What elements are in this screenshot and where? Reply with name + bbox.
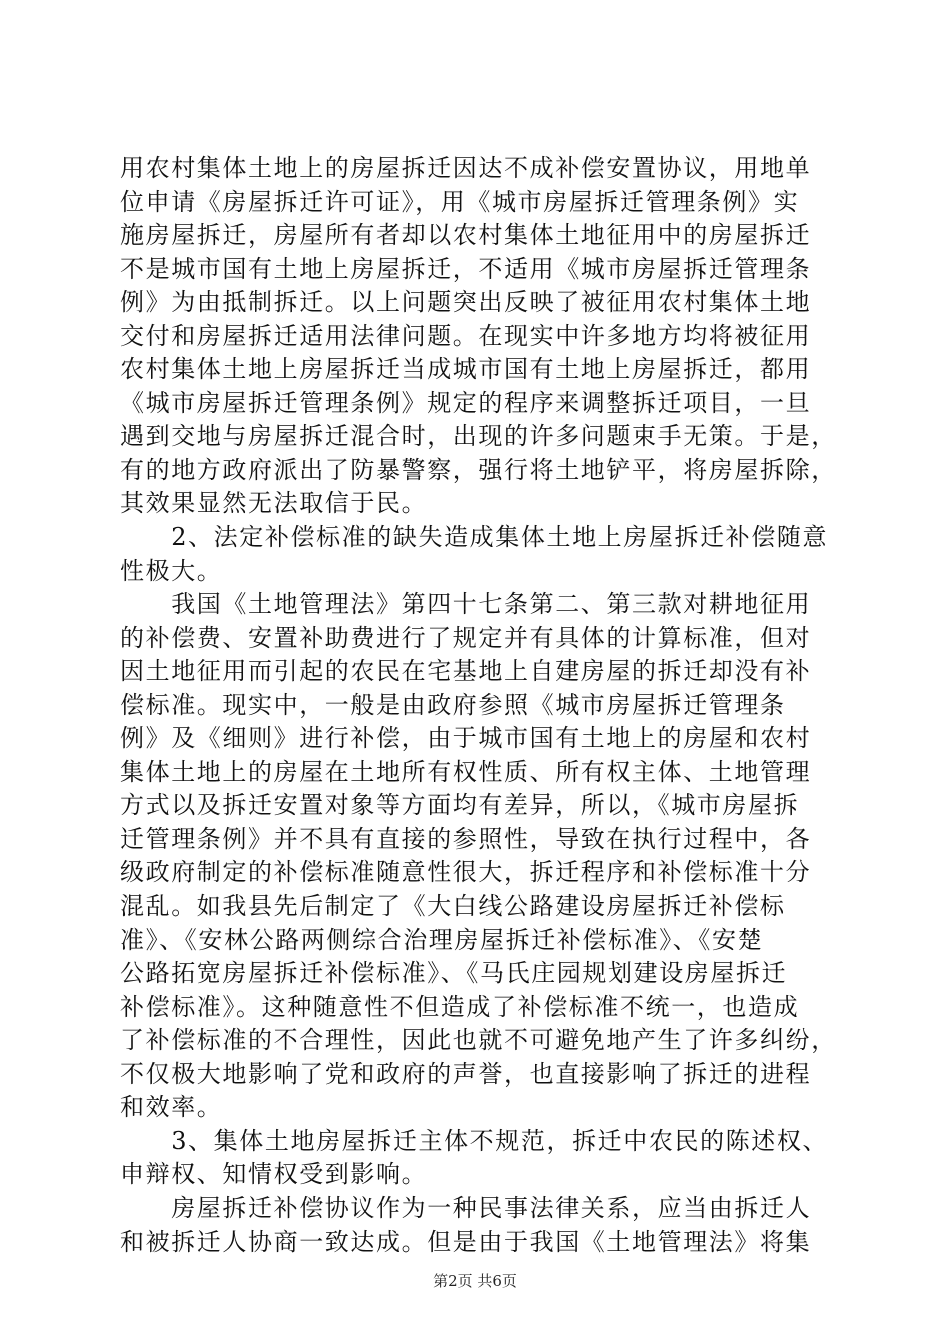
text-line: 不仅极大地影响了党和政府的声誉，也直接影响了拆迁的进程: [120, 1059, 812, 1088]
text-line: 遇到交地与房屋拆迁混合时，出现的许多问题束手无策。于是，: [120, 422, 837, 451]
text-line: 我国《土地管理法》第四十七条第二、第三款对耕地征用: [120, 590, 812, 619]
text-line: 迁管理条例》并不具有直接的参照性，导致在执行过程中，各: [120, 824, 812, 853]
text-line: 和被拆迁人协商一致达成。但是由于我国《土地管理法》将集: [120, 1227, 812, 1256]
text-line: 的补偿费、安置补助费进行了规定并有具体的计算标准，但对: [120, 623, 812, 652]
text-line: 公路拓宽房屋拆迁补偿标准》、《马氏庄园规划建设房屋拆迁: [120, 959, 788, 988]
text-line: 性极大。: [120, 556, 223, 585]
text-line: 申辩权、知情权受到影响。: [120, 1160, 428, 1189]
text-line: 偿标准。现实中，一般是由政府参照《城市房屋拆迁管理条: [120, 690, 786, 719]
text-line: 和效率。: [120, 1093, 223, 1122]
body-text: [120, 152, 840, 1259]
text-line: 了补偿标准的不合理性，因此也就不可避免地产生了许多纠纷，: [120, 1026, 837, 1055]
text-line: 例》及《细则》进行补偿，由于城市国有土地上的房屋和农村: [120, 724, 812, 753]
text-line: 房屋拆迁补偿协议作为一种民事法律关系，应当由拆迁人: [120, 1193, 812, 1222]
text-line: 补偿标准》。这种随意性不但造成了补偿标准不统一，也造成: [120, 992, 800, 1021]
text-line: 其效果显然无法取信于民。: [120, 489, 428, 518]
text-line: 农村集体土地上房屋拆迁当成城市国有土地上房屋拆迁，都用: [120, 355, 812, 384]
text-line: 集体土地上的房屋在土地所有权性质、所有权主体、土地管理: [120, 757, 812, 786]
text-line: 混乱。如我县先后制定了《大白线公路建设房屋拆迁补偿标: [120, 892, 786, 921]
page-footer: 第2页 共6页: [433, 1272, 517, 1290]
text-line: 级政府制定的补偿标准随意性很大，拆迁程序和补偿标准十分: [120, 858, 812, 887]
text-line: 例》为由抵制拆迁。以上问题突出反映了被征用农村集体土地: [120, 288, 812, 317]
text-line: 2、法定补偿标准的缺失造成集体土地上房屋拆迁补偿随意: [120, 523, 829, 552]
text-line: 有的地方政府派出了防暴警察，强行将土地铲平，将房屋拆除，: [120, 455, 837, 484]
text-line: 3、集体土地房屋拆迁主体不规范，拆迁中农民的陈述权、: [120, 1126, 829, 1155]
text-line: 因土地征用而引起的农民在宅基地上自建房屋的拆迁却没有补: [120, 657, 812, 686]
text-line: 位申请《房屋拆迁许可证》，用《城市房屋拆迁管理条例》实: [120, 187, 800, 216]
text-line: 准》、《安林公路两侧综合治理房屋拆迁补偿标准》、《安楚: [120, 925, 764, 954]
text-line: 不是城市国有土地上房屋拆迁，不适用《城市房屋拆迁管理条: [120, 254, 812, 283]
text-line: 施房屋拆迁，房屋所有者却以农村集体土地征用中的房屋拆迁: [120, 221, 812, 250]
text-line: 交付和房屋拆迁适用法律问题。在现实中许多地方均将被征用: [120, 321, 812, 350]
text-line: 用农村集体土地上的房屋拆迁因达不成补偿安置协议，用地单: [120, 154, 812, 182]
text-line: 《城市房屋拆迁管理条例》规定的程序来调整拆迁项目，一旦: [120, 388, 812, 417]
text-line: 方式以及拆迁安置对象等方面均有差异，所以，《城市房屋拆: [120, 791, 800, 820]
